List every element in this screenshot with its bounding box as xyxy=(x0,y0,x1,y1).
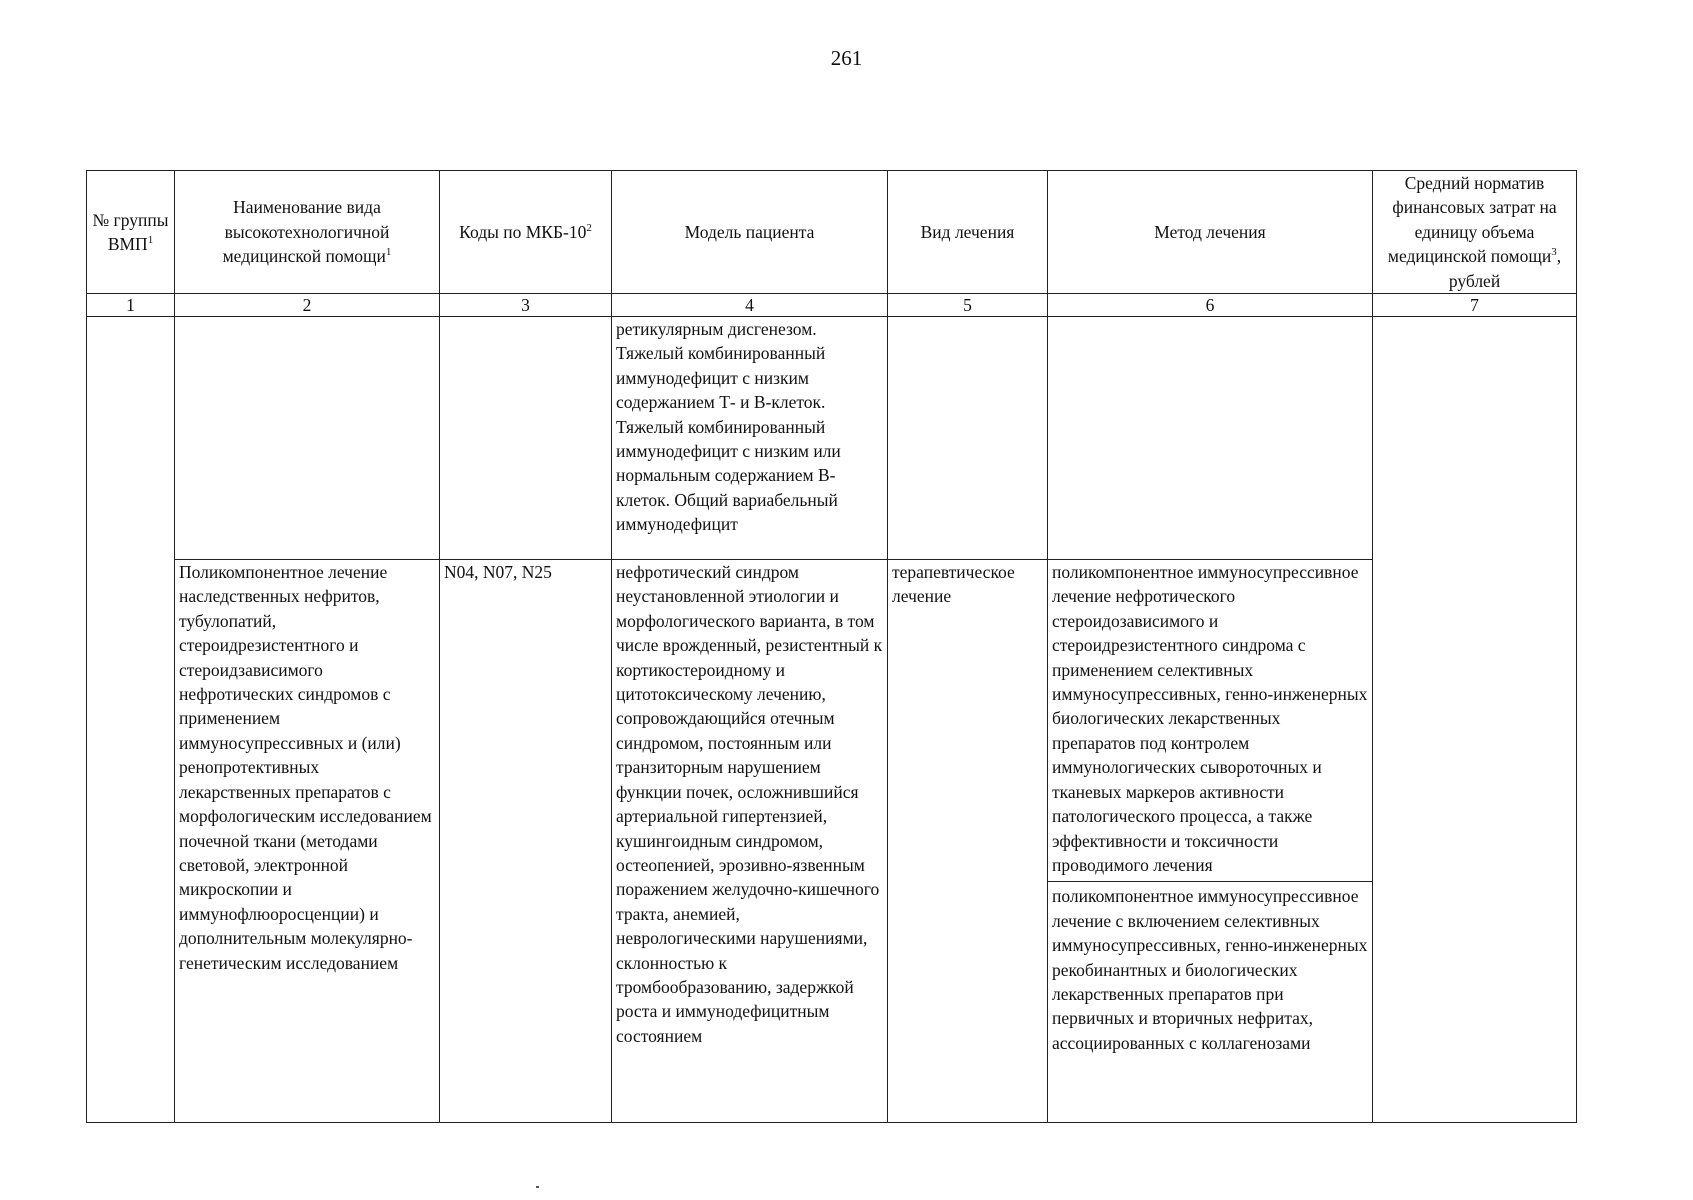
vmp-table xyxy=(86,170,1577,1123)
icd-codes-cell xyxy=(440,317,612,560)
page-number: 261 xyxy=(830,46,863,70)
header-treatment-type: Вид лечения xyxy=(888,171,1048,294)
header-icd-codes: Коды по МКБ-$10^2$ xyxy=(440,171,612,294)
treatment-method-text: поликомпонентное иммуносупрессивное лечение нефротического стероидозависимого и стероидрезистентного синдрома с применением селективных иммуносупрессивных, генно-инженерных биологических лекарственных препаратов под контролем иммунологических сывороточных и тканевых маркеров активности патологического процесса, а также эффективности и токсичности проводимого лечения xyxy=(1052,562,1368,875)
table-row-continued xyxy=(87,317,1577,560)
icd-codes-cell xyxy=(440,560,612,1123)
treatment-type-cell xyxy=(888,317,1048,560)
cost-standard-cell xyxy=(1373,317,1577,1123)
treatment-type-cell xyxy=(888,560,1048,1123)
table-header-row xyxy=(87,171,1577,294)
table-row xyxy=(87,560,1577,1123)
column-number: 4 xyxy=(612,294,888,317)
column-number: 3 xyxy=(440,294,612,317)
vmp-name-cell xyxy=(175,560,440,1123)
header-treatment-method: Метод лечения xyxy=(1048,171,1373,294)
treatment-method-cell xyxy=(1048,560,1373,1123)
patient-model-text: нефротический синдром неустановленной этиологии и морфологического варианта, в том числе врожденный, резистентный к кортикостероидному и цитотоксическому лечению, сопровождающийся отечным синдромом, постоянным или транзиторным нарушением функции почек, осложнившийся артериальной гипертензией, кушингоидным синдромом, остеопенией, эрозивно-язвенным поражением желудочно-кишечного тракта, анемией, неврологическими нарушениями, склонностью к тромбообразованию, задержкой роста и иммунодефицитным состоянием xyxy=(616,562,883,1046)
column-number: 2 xyxy=(175,294,440,317)
patient-model-cell xyxy=(612,560,888,1123)
header-cost-standard: Средний норматив финансовых затрат на единицу объема медицинской помощи$^3$, рублей xyxy=(1373,171,1577,294)
column-number-row xyxy=(87,294,1577,317)
patient-model-text: ретикулярным дисгенезом. Тяжелый комбинированный иммунодефицит с низким содержанием Т- и В-клеток. Тяжелый комбинированный иммунодефицит с низким или нормальным содержанием В-клеток. Общий вариабельный иммунодефицит xyxy=(616,319,841,535)
column-number: 5 xyxy=(888,294,1048,317)
patient-model-cell xyxy=(612,317,888,560)
column-number: 7 xyxy=(1373,294,1577,317)
column-number: 1 xyxy=(87,294,175,317)
treatment-method-cell xyxy=(1048,317,1373,560)
icd-codes-text: N04, N07, N25 xyxy=(444,562,552,583)
treatment-type-text: терапевтическое лечение xyxy=(892,562,1015,607)
header-group-number: № группы ВМП$^1$ xyxy=(87,171,175,294)
vmp-name-cell xyxy=(175,317,440,560)
header-vmp-name: Наименование вида высокотехнологичной медицинской помощи$^1$ xyxy=(175,171,440,294)
treatment-method-text: поликомпонентное иммуносупрессивное лечение с включением селективных иммуносупрессивных, генно-инженерных рекобинантных и биологических лекарственных препаратов при первичных и вторичных нефритах, ассоциированных с коллагенозами xyxy=(1048,881,1372,1055)
vmp-name-text: Поликомпонентное лечение наследственных нефритов, тубулопатий, стероидрезистентного и стероидзависимого нефротических синдромов с применением иммуносупрессивных и (или) ренопротективных лекарственных препаратов с морфологическим исследованием почечной ткани (методами световой, электронной микроскопии и иммунофлюоросценции) и дополнительным молекулярно-генетическим исследованием xyxy=(179,562,432,973)
header-patient-model: Модель пациента xyxy=(612,171,888,294)
group-number-cell xyxy=(87,317,175,1123)
column-number: 6 xyxy=(1048,294,1373,317)
scan-speck xyxy=(536,1186,539,1188)
